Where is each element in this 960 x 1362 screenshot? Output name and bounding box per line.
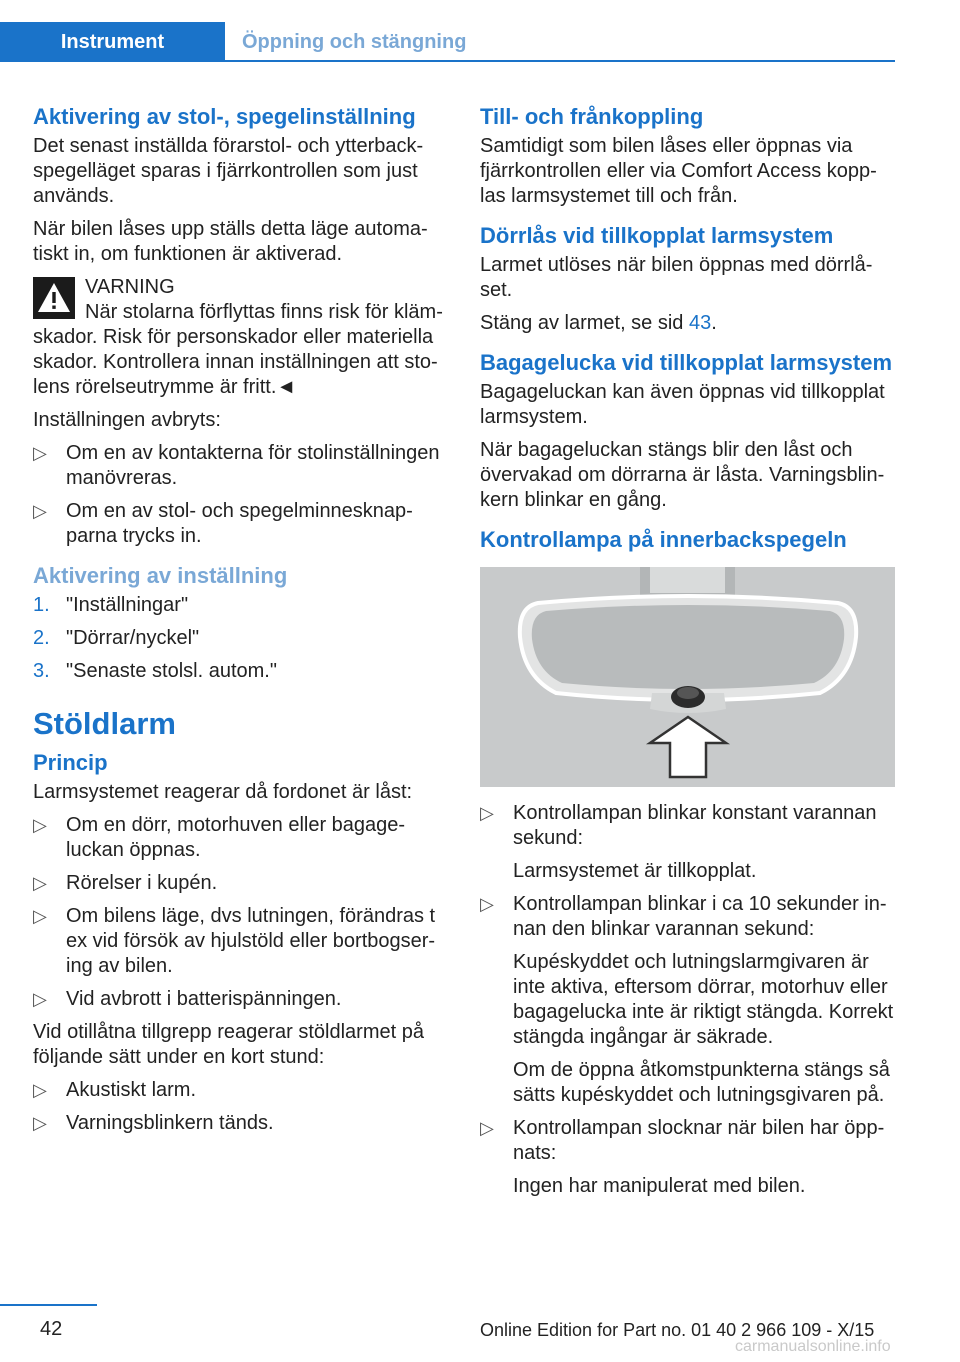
cancel-list [33,441,443,549]
warning-triangle-icon [33,277,75,319]
section-title-trunk: Bagagelucka vid tillkopplat larmsystem [480,350,893,375]
triangle-bullet-icon: ▷ [33,1113,47,1133]
list-item: ▷ Om en av kontakterna för stolinställningen manövreras. [33,442,440,489]
triangle-bullet-icon: ▷ [33,501,47,521]
list-item: ▷ Om bilens läge, dvs lutningen, förändras t ex vid försök av hjulstöld eller bortbogser-ing av bilen. [33,905,436,977]
list-item: ▷ Varningsblinkern tänds. [33,1112,274,1134]
section-title-on-off: Till- och frånkoppling [480,104,704,129]
header-tab-opening[interactable]: Öppning och stängning [242,31,467,53]
triangle-bullet-icon: ▷ [33,873,47,893]
section-title-door-lock: Dörrlås vid tillkopplat larmsystem [480,223,834,248]
paragraph: När bagageluckan stängs blir den låst och övervakad om dörrarna är låsta. Varningsblin-kern blinkar en gång. [480,439,885,511]
header-divider [0,60,895,62]
section-title-activation: Aktivering av inställning [33,563,288,588]
footer-divider [0,1304,97,1306]
warning-box [33,275,443,400]
paragraph: Inställningen avbryts: [33,409,221,431]
triangle-bullet-icon: ▷ [33,815,47,835]
triangle-bullet-icon: ▷ [480,894,494,914]
list-item: ▷ Rörelser i kupén. [33,872,218,894]
paragraph: Bagageluckan kan även öppnas vid tillkopplat larmsystem. [480,381,885,428]
triangle-bullet-icon: ▷ [33,906,47,926]
page-number: 42 [40,1318,63,1340]
list-item: 3. "Senaste stolsl. autom." [33,660,277,682]
list-item: ▷ Kontrollampan blinkar konstant varannan sekund: Larmsystemet är tillkopplat. [480,802,877,882]
paragraph: Stäng av larmet, se sid 43. [480,312,717,334]
principle-list [33,813,443,1012]
list-item: ▷ Kontrollampan blinkar i ca 10 sekunder in-nan den blinkar varannan sekund: Kupéskyddet och lutningslarmgivaren är inte aktiva, eftersom dörrar, motorhuv eller bagagelucka inte är riktigt stängda. Korrekt stängda ingångar är säkrade. Om de öppna åtkomstpunkterna stängs så sätts kupéskyddet och lutningsgivaren på. [480,893,894,1106]
triangle-bullet-icon: ▷ [33,443,47,463]
section-title-principle: Princip [33,750,108,775]
section-title-indicator-lamp: Kontrollampa på innerbackspegeln [480,527,847,552]
header-tab-instrument[interactable]: Instrument [60,31,165,53]
list-item: ▷ Vid avbrott i batterispänningen. [33,988,342,1010]
paragraph: Det senast inställda förarstol- och ytterback-spegelläget sparas i fjärrkontrollen som just används. [33,135,424,207]
warning-label: VARNING [85,276,175,298]
warning-text: När stolarna förflyttas finns risk för kläm-skador. Risk för personskador eller materiella skador. Kontrollera innan inställningen att sto-lens rörelseutrymme är fritt.◄ [33,301,443,398]
list-item: ▷ Om en dörr, motorhuven eller bagage-luckan öppnas. [33,814,406,861]
list-item: ▷ Om en av stol- och spegelminnesknap-parna trycks in. [33,500,413,547]
steps-list [33,593,443,684]
triangle-bullet-icon: ▷ [480,803,494,823]
triangle-bullet-icon: ▷ [480,1118,494,1138]
list-item: ▷ Kontrollampan slocknar när bilen har öpp-nats: Ingen har manipulerat med bilen. [480,1117,885,1197]
triangle-bullet-icon: ▷ [33,989,47,1009]
edition-text: Online Edition for Part no. 01 40 2 966 109 - X/15 [480,1320,875,1340]
right-column [480,100,895,1207]
paragraph: När bilen låses upp ställs detta läge automa-tiskt in, om funktionen är aktiverad. [33,218,428,265]
list-item: ▷ Akustiskt larm. [33,1079,197,1101]
section-title-seat-mirror: Aktivering av stol-, spegelinställning [33,104,416,129]
paragraph: Samtidigt som bilen låses eller öppnas via fjärrkontrollen eller via Comfort Access kopp-las larmsystemet till och från. [480,135,877,207]
reaction-list [33,1078,443,1136]
page-link-43[interactable]: 43 [688,312,712,334]
left-column [33,100,443,1144]
paragraph: Larmsystemet reagerar då fordonet är låst: [33,781,413,803]
list-item: 1. "Inställningar" [33,594,189,616]
paragraph: Larmet utlöses när bilen öppnas med dörrlå-set. [480,254,873,301]
lamp-list [480,801,895,1199]
watermark: carmanualsonline.info [735,1338,891,1355]
triangle-bullet-icon: ▷ [33,1080,47,1100]
list-item: 2. "Dörrar/nyckel" [33,627,200,649]
rearview-mirror-illustration [480,567,895,787]
paragraph: Vid otillåtna tillgrepp reagerar stöldlarmet på följande sätt under en kort stund: [33,1021,424,1068]
chapter-title-theft-alarm: Stöldlarm [33,706,176,741]
